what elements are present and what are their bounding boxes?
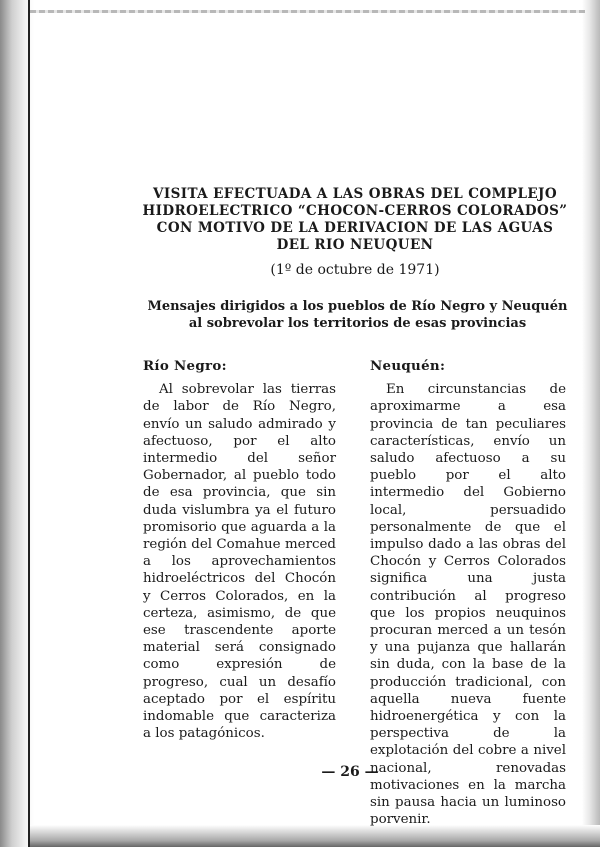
column-heading-rio-negro: Río Negro: xyxy=(143,358,227,374)
scan-top-edge xyxy=(30,10,585,13)
page-number: — 26 — xyxy=(321,764,379,780)
column-heading-neuquen: Neuquén: xyxy=(370,358,446,374)
column-neuquen xyxy=(370,358,566,828)
document-title: VISITA EFECTUADA A LAS OBRAS DEL COMPLEJO HIDROELECTRICO “CHOCON-CERROS COLORADOS” CON MOTIVO DE LA DERIVACION DE LAS AGUAS DEL RIO NEUQUEN xyxy=(142,186,568,253)
scan-left-edge xyxy=(0,0,34,847)
scan-right-edge xyxy=(582,0,600,847)
column-text-rio-negro: Al sobrevolar las tierras de labor de Río Negro, envío un saludo admirado y afectuoso, por el alto intermedio del señor Gobernador, al pueblo todo de esa provincia, que sin duda vislumbra ya el futuro promisorio que aguarda a la región del Comahue merced a los aprovechamientos hidroeléctricos del Chocón y Cerros Colorados, en la certeza, asimismo, de que ese trascendente aporte material será consignado como expresión de progreso, cual un desafío aceptado por el espíritu indomable que caracteriza a los patagónicos. xyxy=(143,382,336,742)
column-rio-negro xyxy=(143,358,336,742)
column-text-neuquen: En circunstancias de aproximarme a esa provincia de tan peculiares características, envío un saludo afectuoso a su pueblo por el alto intermedio del Gobierno local, persuadido personalmente de que el impulso dado a las obras del Chocón y Cerros Colorados significa una justa contribución al progreso que los propios neuquinos procuran merced a un tesón y una pujanza que hallarán sin duda, con la base de la producción tradicional, con aquella nueva fuente hidroenergética y con la perspectiva de la explotación del cobre a nivel nacional, renovadas motivaciones en la marcha sin pausa hacia un luminoso porvenir. xyxy=(370,382,566,828)
document-subtitle: Mensajes dirigidos a los pueblos de Río Negro y Neuquén al sobrevolar los territorios de esas provincias xyxy=(147,299,568,331)
document-date: (1º de octubre de 1971) xyxy=(270,262,440,278)
